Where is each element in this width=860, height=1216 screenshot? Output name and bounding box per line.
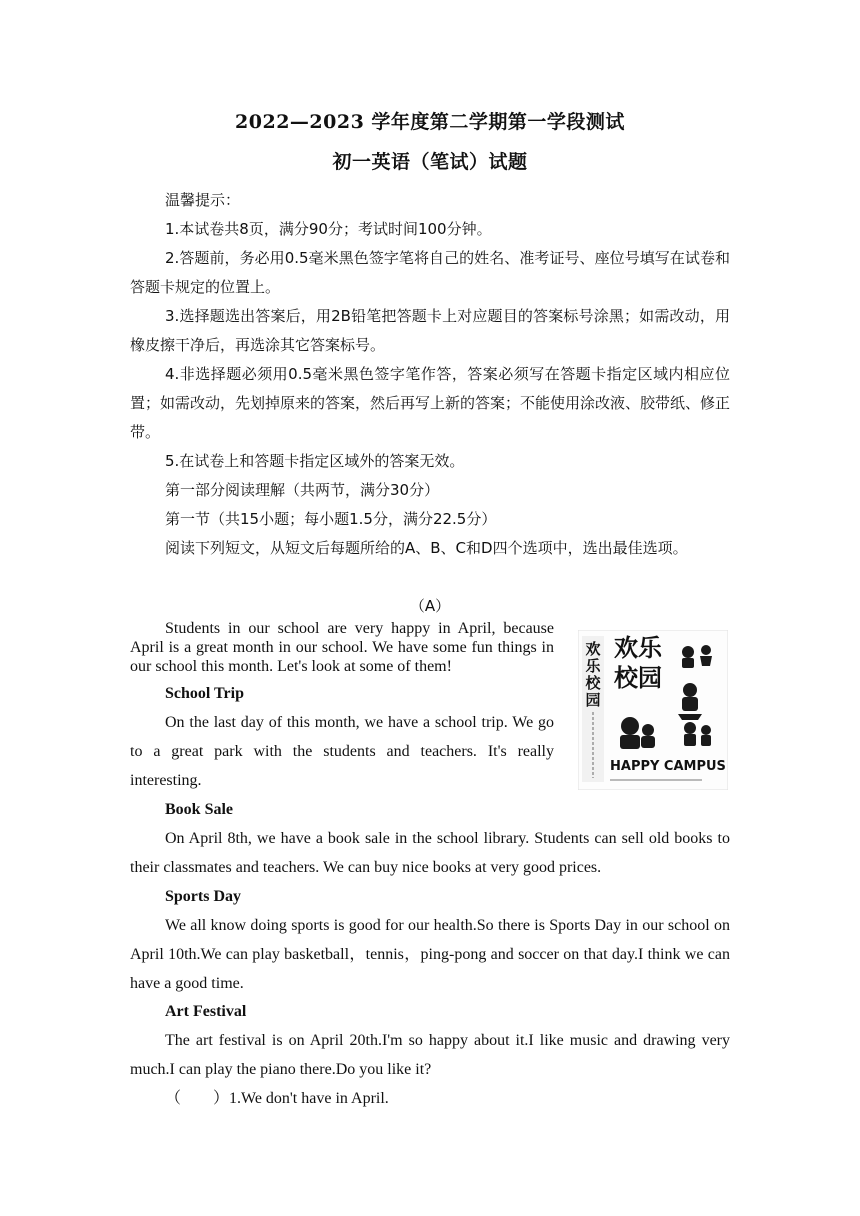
book-sale-heading: Book Sale xyxy=(165,801,234,818)
book-cover-illustration xyxy=(578,630,728,790)
cover-big-title-line2: 校园 xyxy=(614,664,662,692)
notice-item-1: 1.本试卷共8页，满分90分；考试时间100分钟。 xyxy=(165,220,492,238)
book-sale-body: On April 8th, we have a book sale in the school library. Students can sell old books to their classmates and teachers. We can buy nice books at very good prices. xyxy=(130,830,730,876)
happy-campus-book-cover xyxy=(578,630,728,790)
passage-intro: Students in our school are very happy in April, because April is a great month in our school. We have some fun things in our school this month. Let's look at some of them! xyxy=(130,620,554,675)
part-title: 第一部分阅读理解（共两节，满分30分） xyxy=(165,481,440,499)
sports-day-body: We all know doing sports is good for our health.So there is Sports Day in our school on April 10th.We can play basketball，tennis，ping-pong and soccer on that day.I think we can have a good time. xyxy=(130,917,730,992)
section-title: 第一节（共15小题；每小题1.5分，满分22.5分） xyxy=(165,510,497,528)
cover-big-title-line1: 欢乐 xyxy=(614,634,662,662)
notice-item-3: 3.选择题选出答案后，用2B铅笔把答题卡上对应题目的答案标号涂黑；如需改动，用橡皮擦干净后，再选涂其它答案标号。 xyxy=(130,307,730,354)
passage-label: （A） xyxy=(409,597,451,615)
art-festival-body: The art festival is on April 20th.I'm so happy about it.I like music and drawing very much.I can play the piano there.Do you like it? xyxy=(130,1032,730,1078)
cover-caption: HAPPY CAMPUS xyxy=(610,759,726,774)
school-trip-body: On the last day of this month, we have a school trip. We go to a great park with the students and teachers. It's really interesting. xyxy=(130,714,554,789)
exam-subtitle: 初一英语（笔试）试题 xyxy=(332,151,528,173)
exam-title: 2022—2023 学年度第二学期第一学段测试 xyxy=(235,111,625,133)
sports-day-heading: Sports Day xyxy=(165,888,242,905)
notice-item-2: 2.答题前，务必用0.5毫米黑色签字笔将自己的姓名、准考证号、座位号填写在试卷和答题卡规定的位置上。 xyxy=(130,249,730,296)
notice-label: 温馨提示： xyxy=(165,191,241,209)
notice-item-5: 5.在试卷上和答题卡指定区域外的答案无效。 xyxy=(165,452,465,470)
instruction-text: 阅读下列短文，从短文后每题所给的A、B、C和D四个选项中，选出最佳选项。 xyxy=(165,539,688,557)
school-trip-heading: School Trip xyxy=(165,685,244,702)
notice-item-4: 4.非选择题必须用0.5毫米黑色签字笔作答，答案必须写在答题卡指定区域内相应位置；如需改动，先划掉原来的答案，然后再写上新的答案；不能使用涂改液、胶带纸、修正带。 xyxy=(130,365,731,441)
art-festival-heading: Art Festival xyxy=(165,1003,247,1020)
cover-vertical-title: 欢乐校园 xyxy=(585,640,601,709)
question-1: （ ）1.We don't have in April. xyxy=(165,1090,389,1107)
